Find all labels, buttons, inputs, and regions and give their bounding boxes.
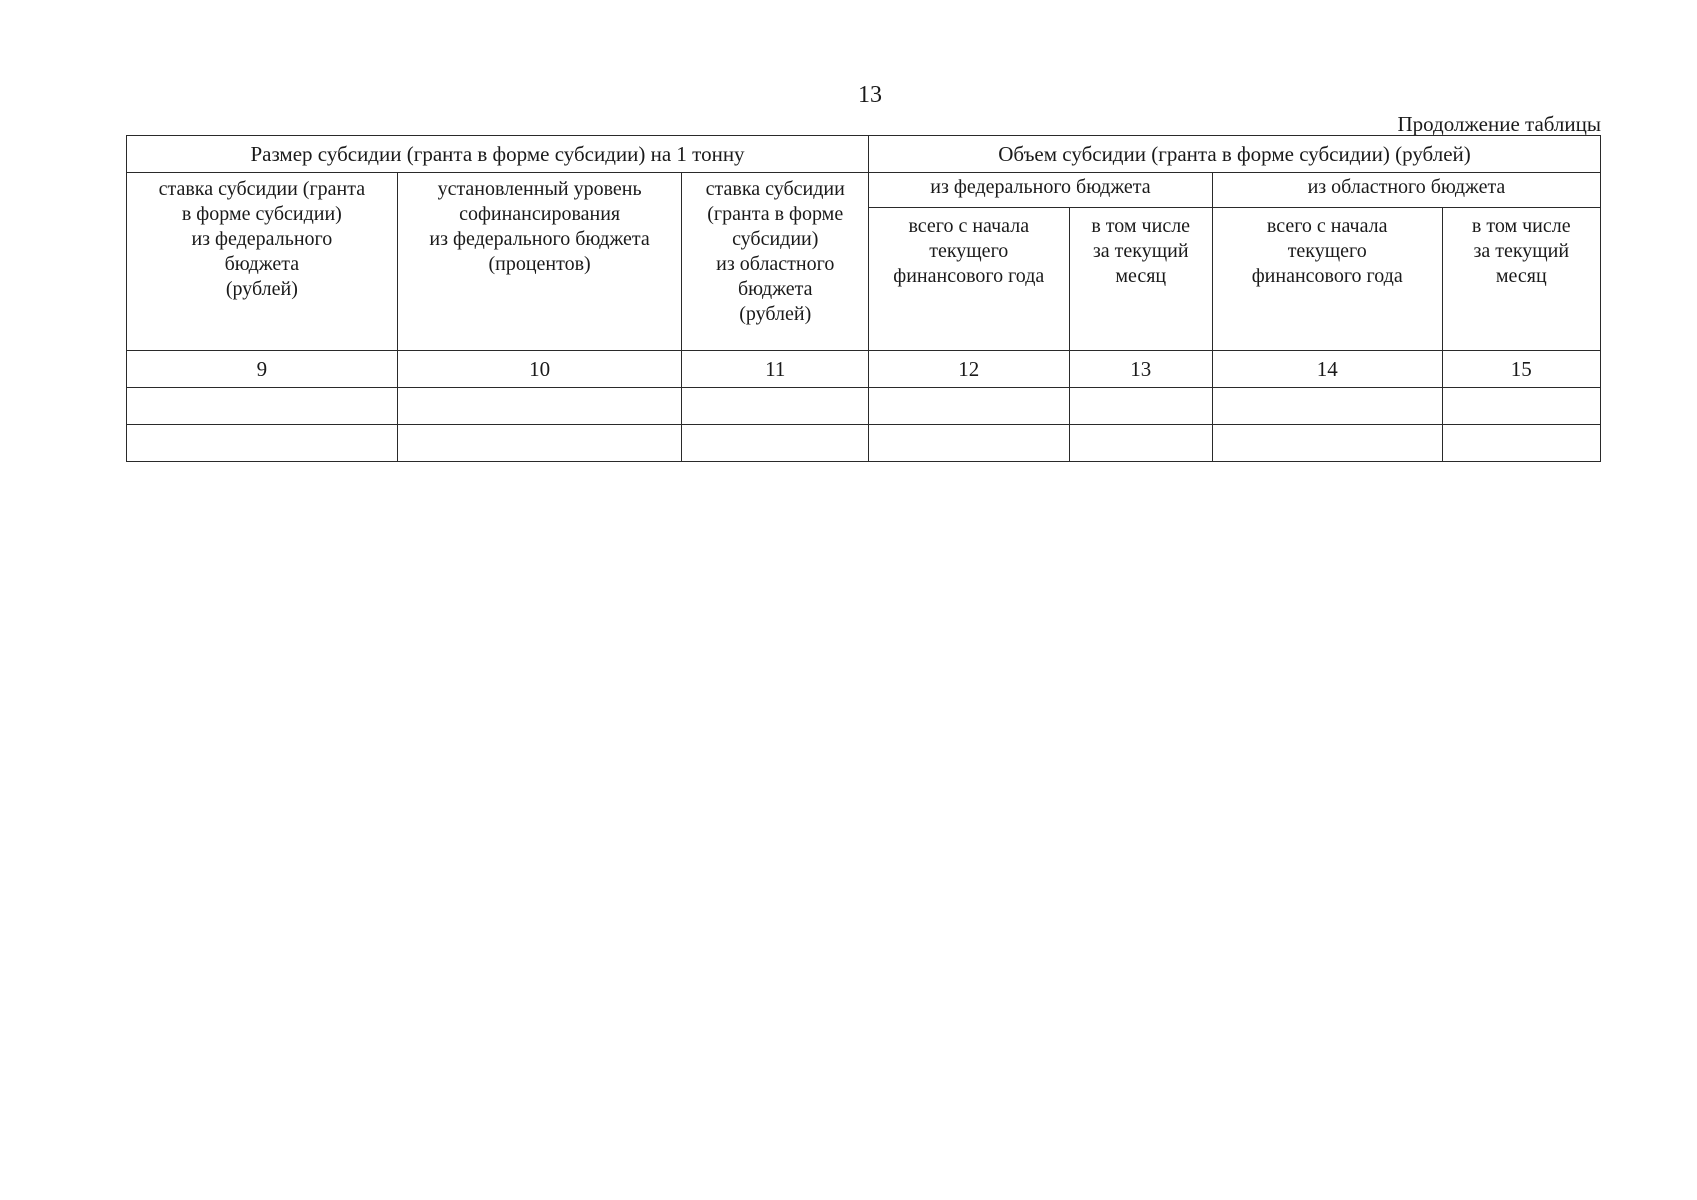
empty-cell	[1442, 425, 1600, 462]
header-subsidy-size: Размер субсидии (гранта в форме субсидии) на 1 тонну	[127, 136, 869, 173]
header-col-10-line: софинансирования	[459, 203, 621, 225]
header-col-13	[1069, 208, 1212, 351]
column-number-cell: 14	[1212, 351, 1442, 388]
empty-cell	[397, 388, 682, 425]
table-row	[127, 425, 1601, 462]
column-number-cell: 12	[869, 351, 1070, 388]
header-col-9-line: в форме субсидии)	[181, 203, 342, 225]
column-number-cell: 15	[1442, 351, 1600, 388]
empty-cell	[1069, 425, 1212, 462]
empty-cell	[1212, 388, 1442, 425]
column-number-row	[127, 351, 1601, 388]
header-col-15-line: за текущий	[1473, 240, 1570, 262]
empty-cell	[127, 388, 398, 425]
header-col-9	[127, 173, 398, 351]
header-col-15	[1442, 208, 1600, 351]
subsidy-table-container	[126, 135, 1601, 462]
empty-cell	[1212, 425, 1442, 462]
header-col-12-line: текущего	[929, 240, 1009, 262]
subsidy-table	[126, 135, 1601, 462]
header-col-9-line: бюджета	[224, 253, 300, 275]
header-col-10-line: установленный уровень	[437, 178, 642, 200]
header-col-10-line: из федерального бюджета	[429, 228, 650, 250]
header-col-13-line: в том числе	[1091, 215, 1191, 237]
empty-cell	[397, 425, 682, 462]
header-col-12-line: всего с начала	[908, 215, 1030, 237]
empty-cell	[869, 425, 1070, 462]
header-col-9-line: из федерального	[191, 228, 333, 250]
header-col-11-line: из областного	[716, 253, 835, 275]
header-col-9-line: ставка субсидии (гранта	[158, 178, 366, 200]
table-continuation-label: Продолжение таблицы	[1397, 112, 1601, 136]
header-regional-budget: из областного бюджета	[1212, 173, 1600, 208]
header-col-10	[397, 173, 682, 351]
header-col-14-line: финансового года	[1251, 265, 1403, 287]
column-number-cell: 13	[1069, 351, 1212, 388]
header-col-12-line: финансового года	[893, 265, 1045, 287]
empty-cell	[682, 425, 869, 462]
header-col-15-line: в том числе	[1471, 215, 1571, 237]
header-col-11-line: (рублей)	[739, 303, 812, 325]
header-col-14-line: текущего	[1287, 240, 1367, 262]
header-col-11-line: субсидии)	[732, 228, 819, 250]
header-col-9-line: (рублей)	[225, 278, 298, 300]
header-col-14-line: всего с начала	[1266, 215, 1388, 237]
header-col-14	[1212, 208, 1442, 351]
column-number-cell: 11	[682, 351, 869, 388]
header-col-13-line: месяц	[1115, 265, 1167, 287]
empty-cell	[127, 425, 398, 462]
column-number-cell: 10	[397, 351, 682, 388]
header-col-11-line: (гранта в форме	[707, 203, 844, 225]
header-col-11-line: ставка субсидии	[705, 178, 845, 200]
header-col-13-line: за текущий	[1092, 240, 1189, 262]
header-federal-budget: из федерального бюджета	[869, 173, 1213, 208]
header-col-15-line: месяц	[1495, 265, 1547, 287]
empty-cell	[869, 388, 1070, 425]
empty-cell	[1069, 388, 1212, 425]
table-row	[127, 388, 1601, 425]
empty-cell	[682, 388, 869, 425]
header-col-10-line: (процентов)	[488, 253, 591, 275]
empty-cell	[1442, 388, 1600, 425]
column-number-cell: 9	[127, 351, 398, 388]
header-col-12	[869, 208, 1070, 351]
header-col-11-line: бюджета	[737, 278, 813, 300]
header-col-11	[682, 173, 869, 351]
page-number: 13	[858, 82, 882, 108]
header-subsidy-volume: Объем субсидии (гранта в форме субсидии) (рублей)	[869, 136, 1601, 173]
